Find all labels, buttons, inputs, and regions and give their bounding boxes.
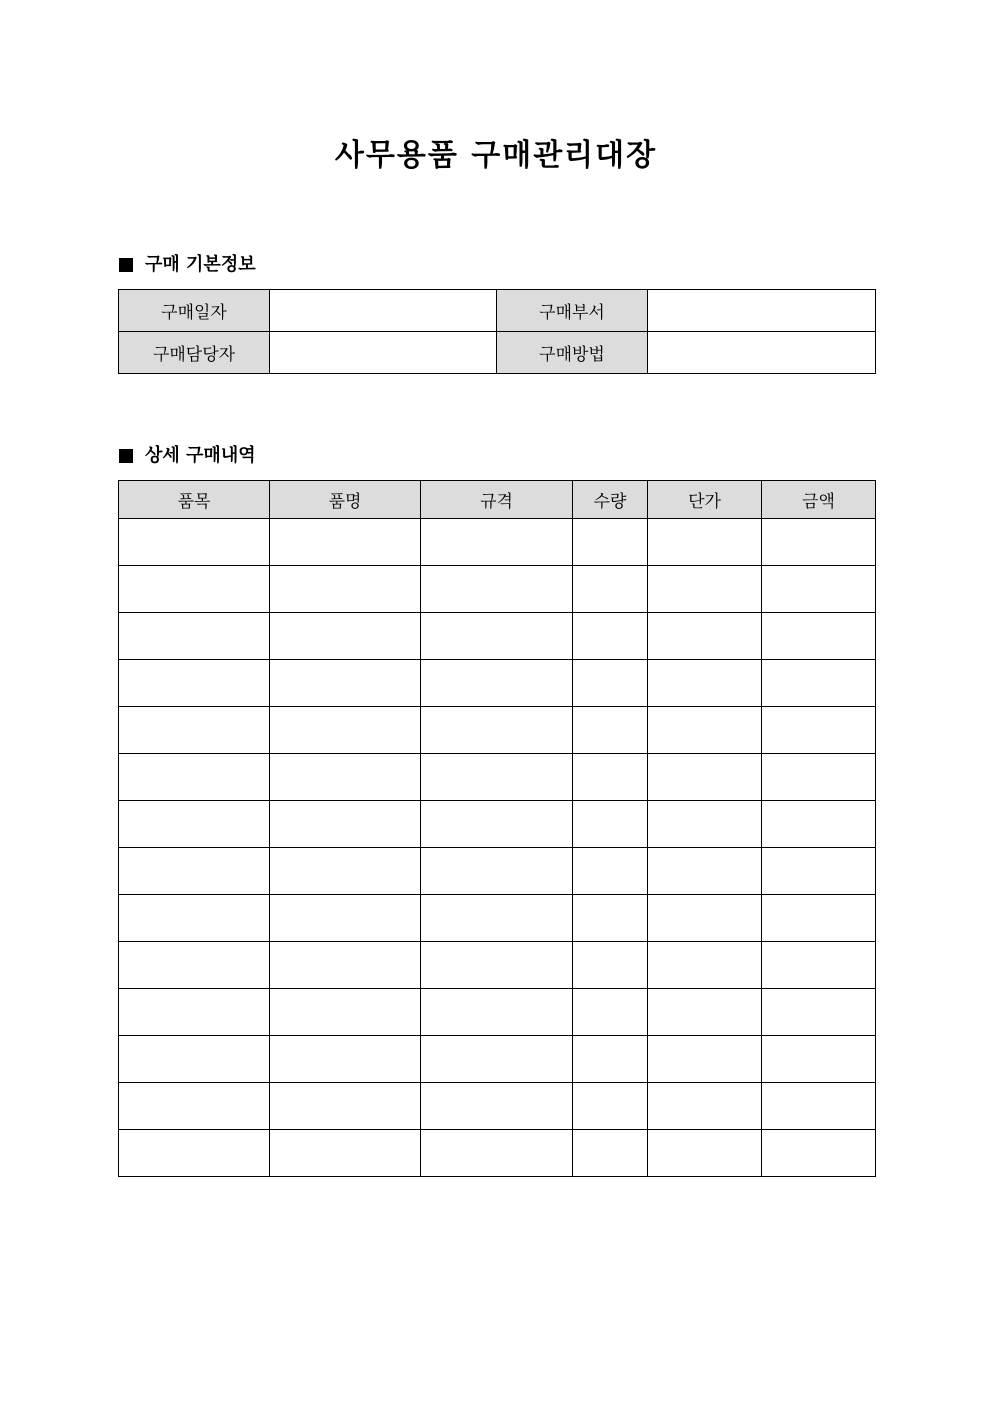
item-cell[interactable] xyxy=(119,895,270,942)
unit-price-cell[interactable] xyxy=(648,1083,762,1130)
quantity-cell[interactable] xyxy=(573,519,648,566)
item-cell[interactable] xyxy=(119,660,270,707)
purchase-method-label: 구매방법 xyxy=(497,332,648,374)
quantity-cell[interactable] xyxy=(573,613,648,660)
square-bullet-icon xyxy=(119,449,133,463)
product-name-cell[interactable] xyxy=(270,754,421,801)
item-cell[interactable] xyxy=(119,519,270,566)
spec-cell[interactable] xyxy=(421,707,573,754)
amount-cell[interactable] xyxy=(762,566,876,613)
purchase-dept-label: 구매부서 xyxy=(497,290,648,332)
item-cell[interactable] xyxy=(119,707,270,754)
spec-cell[interactable] xyxy=(421,989,573,1036)
product-name-cell[interactable] xyxy=(270,519,421,566)
amount-cell[interactable] xyxy=(762,1036,876,1083)
table-row xyxy=(119,519,876,566)
quantity-cell[interactable] xyxy=(573,1130,648,1177)
column-header-item: 품목 xyxy=(119,481,270,519)
amount-cell[interactable] xyxy=(762,942,876,989)
section-heading-details xyxy=(119,444,256,468)
purchaser-field[interactable] xyxy=(270,332,497,374)
purchase-date-field[interactable] xyxy=(270,290,497,332)
amount-cell[interactable] xyxy=(762,1083,876,1130)
purchaser-label: 구매담당자 xyxy=(119,332,270,374)
spec-cell[interactable] xyxy=(421,613,573,660)
item-cell[interactable] xyxy=(119,613,270,660)
unit-price-cell[interactable] xyxy=(648,895,762,942)
unit-price-cell[interactable] xyxy=(648,613,762,660)
item-cell[interactable] xyxy=(119,754,270,801)
quantity-cell[interactable] xyxy=(573,942,648,989)
table-row xyxy=(119,332,876,374)
quantity-cell[interactable] xyxy=(573,989,648,1036)
purchase-date-label: 구매일자 xyxy=(119,290,270,332)
item-cell[interactable] xyxy=(119,1083,270,1130)
amount-cell[interactable] xyxy=(762,613,876,660)
table-header-row xyxy=(119,481,876,519)
unit-price-cell[interactable] xyxy=(648,660,762,707)
table-row xyxy=(119,613,876,660)
section-heading-basic-info xyxy=(119,253,256,277)
column-header-unit-price: 단가 xyxy=(648,481,762,519)
table-row xyxy=(119,942,876,989)
amount-cell[interactable] xyxy=(762,895,876,942)
item-cell[interactable] xyxy=(119,1130,270,1177)
square-bullet-icon xyxy=(119,258,133,272)
quantity-cell[interactable] xyxy=(573,754,648,801)
quantity-cell[interactable] xyxy=(573,801,648,848)
section-heading-label: 구매 기본정보 xyxy=(145,254,256,275)
basic-info-table xyxy=(118,289,876,374)
unit-price-cell[interactable] xyxy=(648,519,762,566)
table-row xyxy=(119,1130,876,1177)
product-name-cell[interactable] xyxy=(270,1130,421,1177)
quantity-cell[interactable] xyxy=(573,848,648,895)
unit-price-cell[interactable] xyxy=(648,848,762,895)
spec-cell[interactable] xyxy=(421,1036,573,1083)
purchase-detail-table xyxy=(118,480,876,1177)
spec-cell[interactable] xyxy=(421,801,573,848)
product-name-cell[interactable] xyxy=(270,566,421,613)
quantity-cell[interactable] xyxy=(573,1036,648,1083)
product-name-cell[interactable] xyxy=(270,1083,421,1130)
amount-cell[interactable] xyxy=(762,1130,876,1177)
unit-price-cell[interactable] xyxy=(648,942,762,989)
column-header-product-name: 품명 xyxy=(270,481,421,519)
unit-price-cell[interactable] xyxy=(648,989,762,1036)
column-header-amount: 금액 xyxy=(762,481,876,519)
table-row xyxy=(119,801,876,848)
column-header-quantity: 수량 xyxy=(573,481,648,519)
amount-cell[interactable] xyxy=(762,801,876,848)
quantity-cell[interactable] xyxy=(573,660,648,707)
spec-cell[interactable] xyxy=(421,754,573,801)
unit-price-cell[interactable] xyxy=(648,566,762,613)
unit-price-cell[interactable] xyxy=(648,754,762,801)
item-cell[interactable] xyxy=(119,801,270,848)
amount-cell[interactable] xyxy=(762,660,876,707)
product-name-cell[interactable] xyxy=(270,848,421,895)
page-title: 사무용품 구매관리대장 xyxy=(334,138,658,173)
product-name-cell[interactable] xyxy=(270,707,421,754)
amount-cell[interactable] xyxy=(762,754,876,801)
table-row xyxy=(119,1083,876,1130)
spec-cell[interactable] xyxy=(421,942,573,989)
item-cell[interactable] xyxy=(119,566,270,613)
spec-cell[interactable] xyxy=(421,895,573,942)
amount-cell[interactable] xyxy=(762,519,876,566)
section-heading-label: 상세 구매내역 xyxy=(145,445,256,466)
quantity-cell[interactable] xyxy=(573,566,648,613)
quantity-cell[interactable] xyxy=(573,707,648,754)
table-row xyxy=(119,660,876,707)
quantity-cell[interactable] xyxy=(573,895,648,942)
table-row xyxy=(119,707,876,754)
unit-price-cell[interactable] xyxy=(648,801,762,848)
amount-cell[interactable] xyxy=(762,848,876,895)
table-row xyxy=(119,848,876,895)
quantity-cell[interactable] xyxy=(573,1083,648,1130)
table-row xyxy=(119,290,876,332)
amount-cell[interactable] xyxy=(762,989,876,1036)
item-cell[interactable] xyxy=(119,848,270,895)
item-cell[interactable] xyxy=(119,1036,270,1083)
spec-cell[interactable] xyxy=(421,660,573,707)
unit-price-cell[interactable] xyxy=(648,707,762,754)
table-row xyxy=(119,989,876,1036)
purchase-method-field[interactable] xyxy=(648,332,876,374)
amount-cell[interactable] xyxy=(762,707,876,754)
product-name-cell[interactable] xyxy=(270,895,421,942)
table-row xyxy=(119,895,876,942)
product-name-cell[interactable] xyxy=(270,1036,421,1083)
table-row xyxy=(119,1036,876,1083)
table-row xyxy=(119,566,876,613)
unit-price-cell[interactable] xyxy=(648,1036,762,1083)
product-name-cell[interactable] xyxy=(270,801,421,848)
column-header-spec: 규격 xyxy=(421,481,573,519)
spec-cell[interactable] xyxy=(421,566,573,613)
product-name-cell[interactable] xyxy=(270,989,421,1036)
spec-cell[interactable] xyxy=(421,848,573,895)
spec-cell[interactable] xyxy=(421,519,573,566)
product-name-cell[interactable] xyxy=(270,613,421,660)
table-row xyxy=(119,754,876,801)
item-cell[interactable] xyxy=(119,942,270,989)
unit-price-cell[interactable] xyxy=(648,1130,762,1177)
item-cell[interactable] xyxy=(119,989,270,1036)
purchase-dept-field[interactable] xyxy=(648,290,876,332)
spec-cell[interactable] xyxy=(421,1083,573,1130)
product-name-cell[interactable] xyxy=(270,660,421,707)
spec-cell[interactable] xyxy=(421,1130,573,1177)
product-name-cell[interactable] xyxy=(270,942,421,989)
